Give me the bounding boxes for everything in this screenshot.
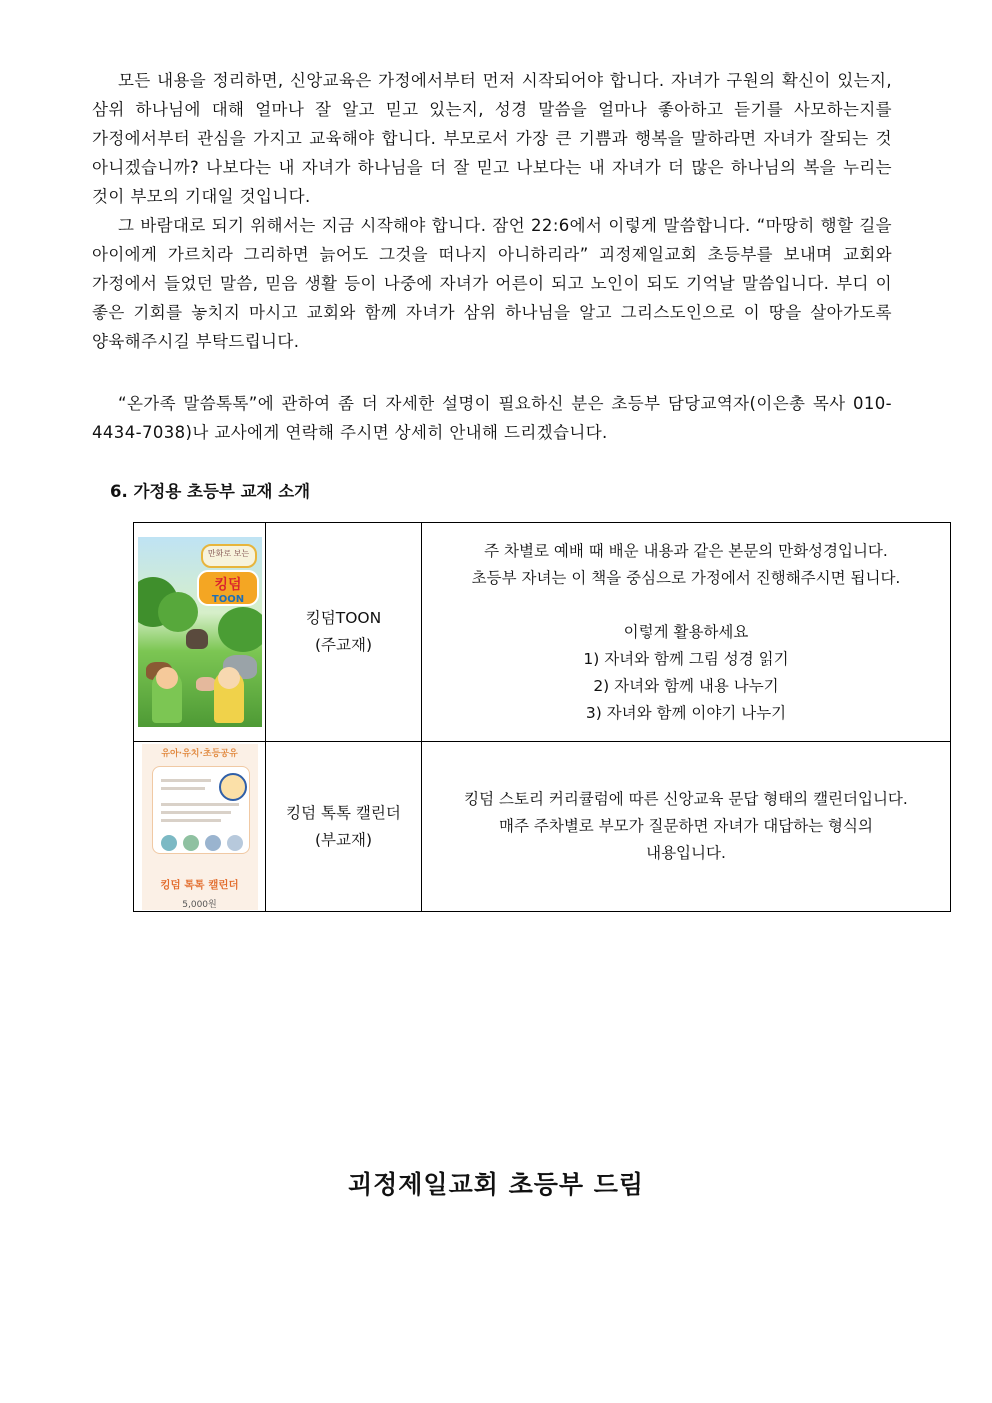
book-title: 킹덤 톡톡 캘린더 [286,803,401,822]
howto-title: 이렇게 활용하세요 [623,622,749,641]
book-name-cell [266,742,422,912]
description-line: 매주 주차별로 부모가 질문하면 자녀가 대답하는 형식의 [499,817,873,835]
description-line: 주 차별로 예배 때 배운 내용과 같은 본문의 만화성경입니다. [484,541,888,560]
body-paragraph-proverb: 그 바람대로 되기 위해서는 지금 시작해야 합니다. 잠언 22:6에서 이렇게 말씀합니다. “마땅히 행할 길을 아이에게 가르치라 그리하면 늙어도 그것을 떠나지 아니하리라” 괴정제일교회 초등부를 보내며 교회와 가정에서 들었던 말씀, 믿음 생활 등이 나중에 자녀가 어른이 되고 노인이 되도 기억날 말씀입니다. 부디 이 좋은 기회를 놓치지 마시고 교회와 함께 자녀가 삼위 하나님을 알고 그리스도인으로 이 땅을 살아가도록 양육해주시길 부탁드립니다. [92,216,892,351]
description-line: 초등부 자녀는 이 책을 중심으로 가정에서 진행해주시면 됩니다. [471,568,901,587]
calendar-cover-top: 유아·유치·초등공유 [161,748,238,759]
kingdom-calendar-cover-image [142,744,258,910]
book-cover-cell [134,523,266,742]
howto-step: 2) 자녀와 함께 내용 나누기 [593,676,779,695]
howto-step: 1) 자녀와 함께 그림 성경 읽기 [583,649,789,668]
section-title: 6. 가정용 초등부 교재 소개 [110,482,311,501]
book-description-cell [422,523,951,742]
calendar-cover-price: 5,000원 [182,899,217,910]
cover-badge: 만화로 보는 [201,544,257,568]
body-paragraph-contact: “온가족 말씀톡톡”에 관하여 좀 더 자세한 설명이 필요하신 분은 초등부 담당교역자(이은총 목사 010-4434-7038)나 교사에게 연락해 주시면 상세히 안내해 드리겠습니다. [92,394,892,442]
howto-step: 3) 자녀와 함께 이야기 나누기 [585,703,787,722]
kingdom-toon-cover-image [138,537,262,727]
materials-table [133,522,951,912]
person-icon [219,773,247,801]
book-description-cell [422,742,951,912]
svg-text:TOON: TOON [211,594,244,605]
table-row-kingdom-calendar [134,742,951,912]
book-cover-cell [134,742,266,912]
book-title: 킹덤TOON [305,609,382,627]
table-row-kingdom-toon [134,523,951,742]
book-type: (부교재) [314,830,372,849]
book-name-cell [266,523,422,742]
book-type: (주교재) [314,636,372,654]
calendar-cover-title: 킹덤 톡톡 캘린더 [160,878,239,891]
description-line: 내용입니다. [646,844,726,862]
closing-signature: 괴정제일교회 초등부 드림 [347,1170,645,1199]
kingdom-logo [196,569,260,607]
description-line: 킹덤 스토리 커리큘럼에 따른 신앙교육 문답 형태의 캘린더입니다. [464,790,908,808]
svg-text:킹덤: 킹덤 [213,577,242,593]
body-paragraph-summary: 모든 내용을 정리하면, 신앙교육은 가정에서부터 먼저 시작되어야 합니다. 자녀가 구원의 확신이 있는지, 삼위 하나님에 대해 얼마나 잘 알고 믿고 있는지, 성경 말씀을 얼마나 좋아하고 듣기를 사모하는지를 가정에서부터 관심을 가지고 교육해야 합니다. 부모로서 가장 큰 기쁨과 행복을 말하라면 자녀가 잘되는 것 아니겠습니까? 나보다는 내 자녀가 하나님을 더 잘 믿고 나보다는 내 자녀가 더 많은 하나님의 복을 누리는 것이 부모의 기대일 것입니다. [92,71,892,206]
